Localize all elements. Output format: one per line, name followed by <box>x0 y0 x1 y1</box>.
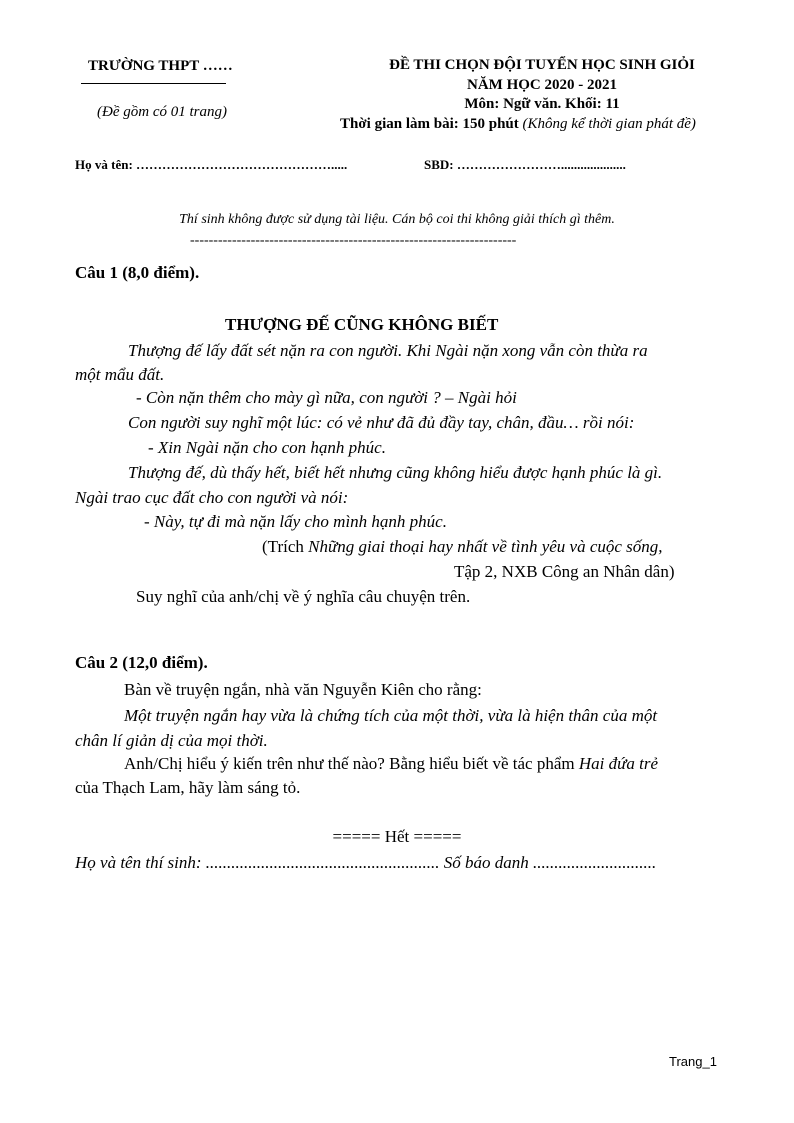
footer-number-label: Số báo danh ............................. <box>443 853 657 872</box>
story-line: một mẩu đất. <box>75 365 165 384</box>
candidate-sbd-line: SBD: …………………….................... <box>424 157 626 172</box>
instruction: Thí sinh không được sử dụng tài liệu. Cán bộ coi thi không giải thích gì thêm. <box>179 212 615 227</box>
source-prefix: (Trích <box>262 537 309 556</box>
story-line: Thượng đế, dù thấy hết, biết hết nhưng cũng không hiểu được hạnh phúc là gì. <box>128 463 663 482</box>
q2-quote: chân lí giản dị của mọi thời. <box>75 731 268 750</box>
footer-name-label: Họ và tên thí sinh: ....................................................... <box>75 853 440 872</box>
page-number: Trang_1 <box>669 1054 717 1069</box>
source-title: Những giai thoại hay nhất về tình yêu và cuộc sống, <box>308 537 663 556</box>
time-limit-bold: Thời gian làm bài: 150 phút <box>340 116 519 132</box>
time-limit-note: (Không kể thời gian phát đề) <box>522 116 696 132</box>
header-underline <box>81 83 226 84</box>
divider: ---------------------------------------------------------------------- <box>190 233 517 248</box>
source-publisher: Tập 2, NXB Công an Nhân dân) <box>454 562 675 581</box>
time-limit <box>340 116 696 133</box>
q2-quote: Một truyện ngắn hay vừa là chứng tích của một thời, vừa là hiện thân của một <box>124 706 658 725</box>
q2-task-text: Anh/Chị hiểu ý kiến trên như thế nào? Bằng hiểu biết về tác phẩm <box>124 754 579 773</box>
q1-task: Suy nghĩ của anh/chị về ý nghĩa câu chuyện trên. <box>136 587 471 606</box>
subject: Môn: Ngữ văn. Khối: 11 <box>464 96 620 112</box>
story-title: THƯỢNG ĐẾ CŨNG KHÔNG BIẾT <box>225 315 499 334</box>
q2-heading: Câu 2 (12,0 điểm). <box>75 653 208 672</box>
story-line: - Này, tự đi mà nặn lấy cho mình hạnh phúc. <box>144 512 447 531</box>
footer-candidate-line <box>75 853 656 873</box>
pages-note: (Đề gồm có 01 trang) <box>97 104 227 120</box>
q2-intro: Bàn về truyện ngắn, nhà văn Nguyễn Kiên cho rằng: <box>124 680 482 699</box>
q2-task-line2: của Thạch Lam, hãy làm sáng tỏ. <box>75 778 301 797</box>
q1-heading: Câu 1 (8,0 điểm). <box>75 263 200 282</box>
story-line: - Còn nặn thêm cho mày gì nữa, con người ? – Ngài hỏi <box>136 388 517 407</box>
candidate-name-line: Họ và tên: ………………………………………..... <box>75 157 348 172</box>
story-line: Thượng đế lấy đất sét nặn ra con người. Khi Ngài nặn xong vẫn còn thừa ra <box>128 341 648 360</box>
story-line: Ngài trao cục đất cho con người và nói: <box>75 488 349 507</box>
q2-task-work: Hai đứa trẻ <box>578 754 659 773</box>
end-mark: ===== Hết ===== <box>332 827 462 846</box>
school-year: NĂM HỌC 2020 - 2021 <box>467 77 617 93</box>
story-line: - Xin Ngài nặn cho con hạnh phúc. <box>148 438 386 457</box>
exam-title: ĐỀ THI CHỌN ĐỘI TUYỂN HỌC SINH GIỎI <box>389 57 695 73</box>
q2-task <box>124 754 658 774</box>
school-name: TRƯỜNG THPT …… <box>88 58 233 74</box>
source-citation <box>262 537 663 557</box>
story-line: Con người suy nghĩ một lúc: có vẻ như đã đủ đầy tay, chân, đầu… rồi nói: <box>128 413 635 432</box>
